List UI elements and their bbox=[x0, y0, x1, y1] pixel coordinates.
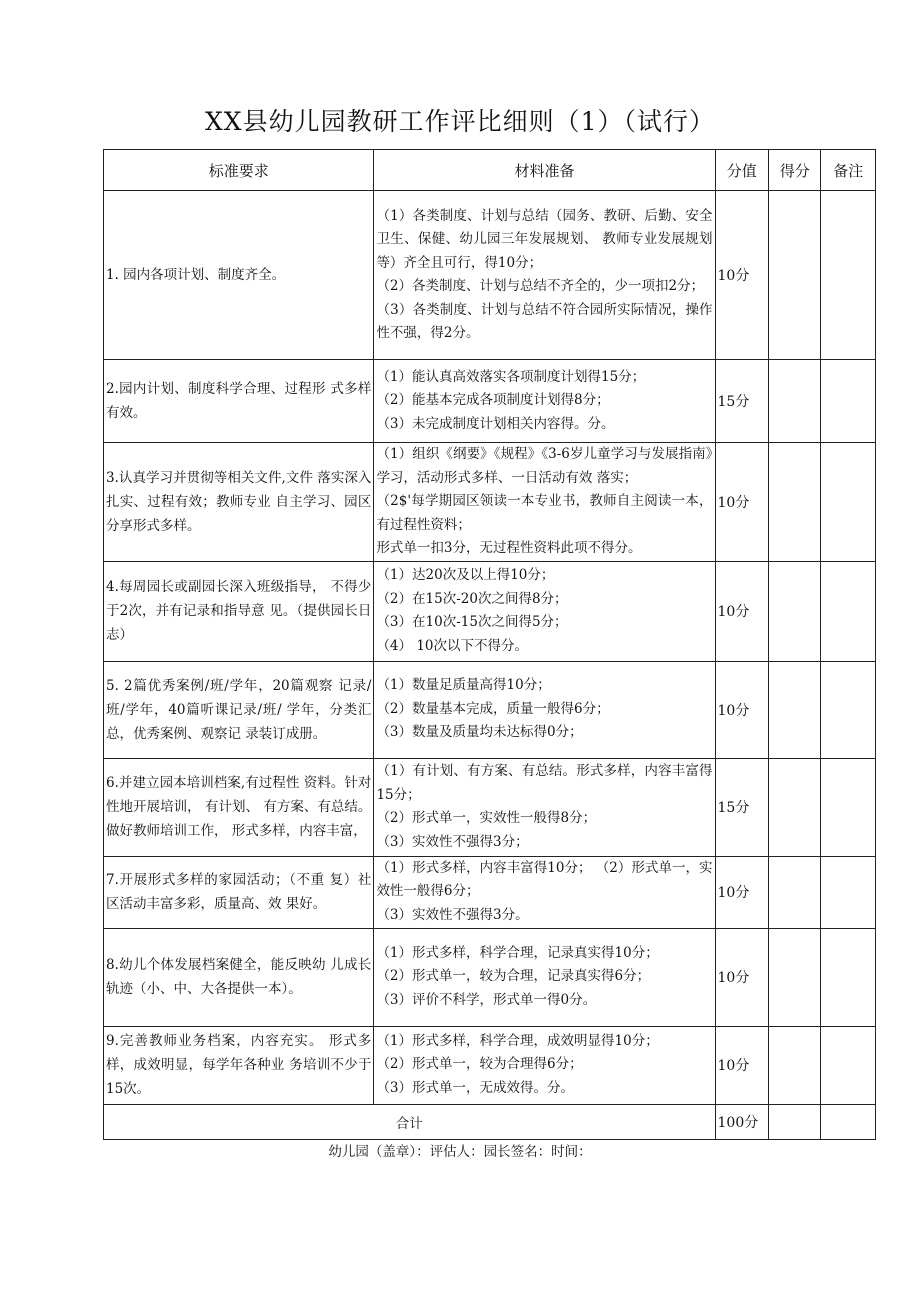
row-score: 10分 bbox=[715, 191, 768, 360]
row-score: 10分 bbox=[715, 1026, 768, 1104]
table-row bbox=[104, 191, 876, 360]
material-line: （1）有计划、有方案、有总结。形式多样，内容丰富得15分； bbox=[376, 763, 713, 803]
total-score: 100分 bbox=[715, 1104, 768, 1139]
header-standard: 标准要求 bbox=[104, 150, 374, 191]
material-line: （2）形式单一，较为合理得6分； bbox=[376, 1056, 583, 1073]
table-row bbox=[104, 661, 876, 758]
material-line: （2）形式单一，实效性一般得8分； bbox=[376, 810, 597, 826]
material-line: （3）数量及质量均未达标得0分； bbox=[376, 724, 583, 741]
header-score: 分值 bbox=[715, 150, 768, 191]
row-materials bbox=[374, 561, 715, 661]
signature-footer: 幼儿园（盖章）：评估人：园长签名：时间： bbox=[328, 1144, 592, 1160]
total-row bbox=[104, 1104, 876, 1139]
row-standard: 2.园内计划、制度科学合理、过程形 式多样有效。 bbox=[104, 360, 374, 443]
row-materials bbox=[374, 1026, 715, 1104]
row-standard: 5. 2篇优秀案例/班/学年，20篇观察 记录/班/学年，40篇听课记录/班/ 学年，分类汇总，优秀案例、观察记 录装订成册。 bbox=[104, 661, 374, 758]
row-standard: 7.开展形式多样的家园活动；（不重 复）社区活动丰富多彩，质量高、效 果好。 bbox=[104, 856, 374, 928]
material-line: （2）形式单一，较为合理，记录真实得6分； bbox=[376, 968, 651, 985]
material-line: （3）未完成制度计划相关内容得。分。 bbox=[376, 415, 615, 432]
row-score: 10分 bbox=[715, 856, 768, 928]
row-got-cell[interactable] bbox=[769, 360, 821, 443]
table-header-row bbox=[104, 150, 876, 191]
row-standard: 1. 园内各项计划、制度齐全。 bbox=[104, 191, 374, 360]
row-materials bbox=[374, 758, 715, 856]
row-standard: 3.认真学习并贯彻等相关文件,文件 落实深入扎实、过程有效；教师专业 自主学习、园区分享形式多样。 bbox=[104, 443, 374, 562]
row-standard: 8.幼儿个体发展档案健全，能反映幼 儿成长轨迹（小、中、大各提供一本）。 bbox=[104, 928, 374, 1026]
row-score: 10分 bbox=[715, 443, 768, 562]
material-line: （1）各类制度、计划与总结（园务、教研、后勤、安全卫生、保健、幼儿园三年发展规划、 教师专业发展规划等）齐全且可行，得10分； bbox=[376, 207, 713, 271]
material-line: （2）在15次-20次之间得8分； bbox=[376, 590, 568, 607]
row-got-cell[interactable] bbox=[769, 661, 821, 758]
row-got-cell[interactable] bbox=[769, 758, 821, 856]
row-note-cell[interactable] bbox=[821, 443, 876, 562]
total-note-cell[interactable] bbox=[821, 1104, 876, 1139]
row-note-cell[interactable] bbox=[821, 191, 876, 360]
material-line: （2）各类制度、计划与总结不齐全的，少一项扣2分； bbox=[376, 278, 705, 294]
row-score: 10分 bbox=[715, 928, 768, 1026]
header-materials: 材料准备 bbox=[374, 150, 715, 191]
row-note-cell[interactable] bbox=[821, 360, 876, 443]
header-note: 备注 bbox=[821, 150, 876, 191]
table-row bbox=[104, 1026, 876, 1104]
row-score: 10分 bbox=[715, 661, 768, 758]
material-line: （2）数量基本完成，质量一般得6分； bbox=[376, 700, 610, 717]
material-line: （1）形式多样，科学合理，记录真实得10分； bbox=[376, 944, 659, 961]
material-line: （1）达20次及以上得10分； bbox=[376, 567, 555, 583]
row-score: 10分 bbox=[715, 561, 768, 661]
total-label: 合计 bbox=[104, 1104, 716, 1139]
row-got-cell[interactable] bbox=[769, 443, 821, 562]
material-line: （1）数量足质量高得10分； bbox=[376, 677, 551, 694]
row-note-cell[interactable] bbox=[821, 661, 876, 758]
material-line: （1）能认真高效落实各项制度计划得15分； bbox=[376, 368, 646, 385]
row-materials bbox=[374, 856, 715, 928]
material-line: （1）形式多样，科学合理，成效明显得10分； bbox=[376, 1032, 659, 1049]
row-got-cell[interactable] bbox=[769, 561, 821, 661]
page-title: XX县幼儿园教研工作评比细则（1）（试行） bbox=[204, 107, 715, 136]
row-materials bbox=[374, 191, 715, 360]
row-score: 15分 bbox=[715, 360, 768, 443]
material-line: （3）各类制度、计划与总结不符合园所实际情况，操作性不强，得2分。 bbox=[376, 301, 713, 341]
row-standard: 6.并建立园本培训档案,有过程性 资料。针对性地开展培训， 有计划、 有方案、有总结。做好教师培训工作， 形式多样，内容丰富， bbox=[104, 758, 374, 856]
row-standard: 4.每周园长或副园长深入班级指导， 不得少于2次，并有记录和指导意 见。（提供园长日志） bbox=[104, 561, 374, 661]
table-row bbox=[104, 360, 876, 443]
row-score: 15分 bbox=[715, 758, 768, 856]
row-note-cell[interactable] bbox=[821, 758, 876, 856]
table-row bbox=[104, 561, 876, 661]
material-line: （3）实效性不强得3分。 bbox=[376, 906, 529, 923]
row-materials bbox=[374, 928, 715, 1026]
table-row bbox=[104, 856, 876, 928]
table-row bbox=[104, 928, 876, 1026]
table-row bbox=[104, 443, 876, 562]
material-line: （2$'每学期园区领读一本专业书，教师自主阅读一本，有过程性资料； bbox=[376, 493, 713, 533]
row-note-cell[interactable] bbox=[821, 928, 876, 1026]
row-got-cell[interactable] bbox=[769, 856, 821, 928]
row-got-cell[interactable] bbox=[769, 191, 821, 360]
evaluation-table bbox=[103, 149, 876, 1140]
table-row bbox=[104, 758, 876, 856]
row-materials bbox=[374, 360, 715, 443]
row-materials bbox=[374, 661, 715, 758]
material-line: （3）评价不科学，形式单一得0分。 bbox=[376, 991, 597, 1008]
material-line: 形式单一扣3分，无过程性资料此项不得分。 bbox=[376, 540, 642, 556]
row-standard: 9.完善教师业务档案，内容充实。 形式多样，成效明显，每学年各种业 务培训不少于15次。 bbox=[104, 1026, 374, 1104]
material-line: （3）在10次-15次之间得5分； bbox=[376, 614, 568, 630]
material-line: （3）实效性不强得3分； bbox=[376, 833, 529, 850]
row-materials bbox=[374, 443, 715, 562]
row-got-cell[interactable] bbox=[769, 928, 821, 1026]
material-line: （1）形式多样，内容丰富得10分； （2）形式单一，实效性一般得6分； bbox=[376, 859, 713, 900]
row-got-cell[interactable] bbox=[769, 1026, 821, 1104]
row-note-cell[interactable] bbox=[821, 561, 876, 661]
material-line: （2）能基本完成各项制度计划得8分； bbox=[376, 392, 610, 409]
row-note-cell[interactable] bbox=[821, 1026, 876, 1104]
total-got-cell[interactable] bbox=[769, 1104, 821, 1139]
row-note-cell[interactable] bbox=[821, 856, 876, 928]
material-line: （4） 10次以下不得分。 bbox=[376, 637, 528, 654]
material-line: （1）组织《纲要》《规程》《3-6岁儿童学习与发展指南》学习，活动形式多样、一日活动有效 落实； bbox=[376, 446, 713, 486]
material-line: （3）形式单一，无成效得。分。 bbox=[376, 1079, 575, 1096]
header-got: 得分 bbox=[769, 150, 821, 191]
